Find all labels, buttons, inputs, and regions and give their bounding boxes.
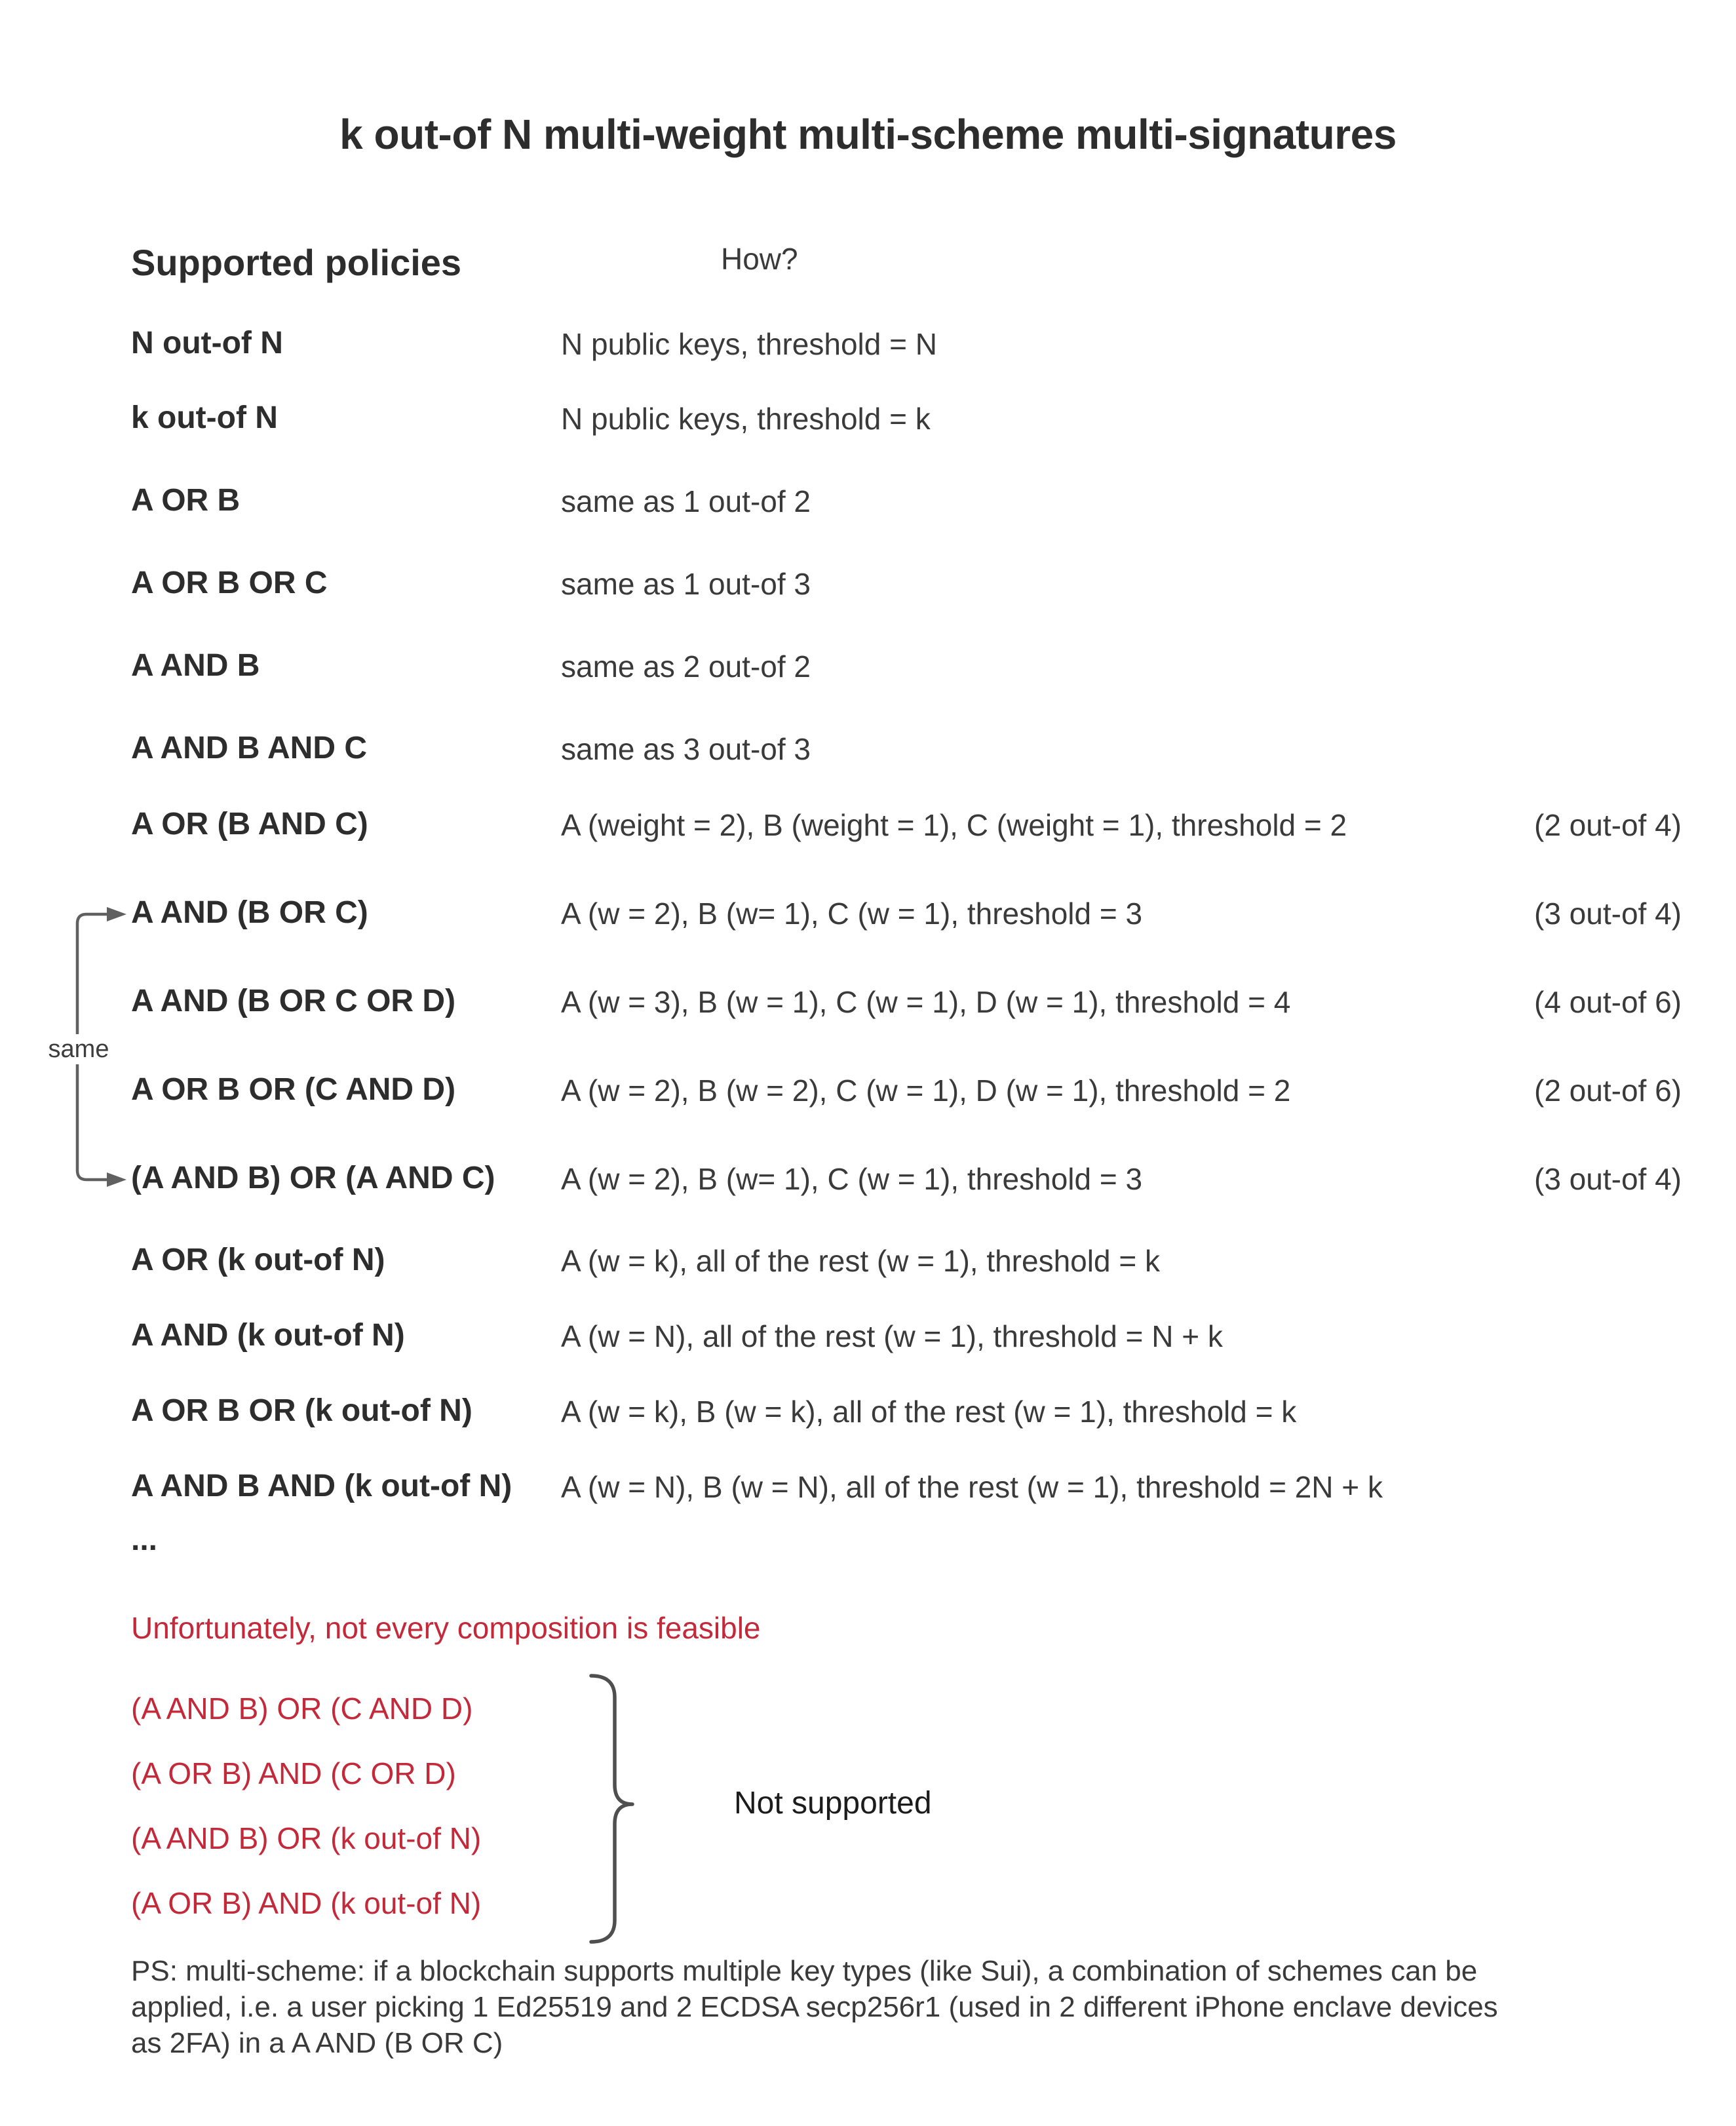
how-text: same as 1 out-of 2 xyxy=(561,484,811,518)
ps-line: as 2FA) in a A AND (B OR C) xyxy=(131,2027,503,2059)
table-row xyxy=(0,1393,1736,1432)
infeasible-heading: Unfortunately, not every composition is feasible xyxy=(131,1611,761,1645)
table-row xyxy=(0,983,1736,1022)
table-row xyxy=(0,1160,1736,1199)
note-text: (2 out-of 6) xyxy=(1534,1073,1682,1108)
policy-label: A AND (B OR C) xyxy=(131,895,368,930)
table-row xyxy=(0,565,1736,604)
note-text: (3 out-of 4) xyxy=(1534,897,1682,931)
policy-label: A OR B OR (k out-of N) xyxy=(131,1393,473,1428)
table-row xyxy=(0,1468,1736,1507)
how-text: A (weight = 2), B (weight = 1), C (weight = 1), threshold = 2 xyxy=(561,808,1347,842)
note-text: (3 out-of 4) xyxy=(1534,1162,1682,1196)
table-row xyxy=(0,806,1736,845)
how-text: A (w = k), all of the rest (w = 1), threshold = k xyxy=(561,1244,1160,1278)
how-text: A (w = N), all of the rest (w = 1), threshold = N + k xyxy=(561,1319,1223,1353)
policy-label: A AND B AND (k out-of N) xyxy=(131,1469,512,1503)
curly-brace-icon xyxy=(577,1665,642,1953)
column-header-how: How? xyxy=(721,242,798,276)
table-row xyxy=(0,730,1736,769)
policy-label: A OR B OR (C AND D) xyxy=(131,1072,456,1107)
note-text: (4 out-of 6) xyxy=(1534,985,1682,1019)
ps-line: applied, i.e. a user picking 1 Ed25519 and 2 ECDSA secp256r1 (used in 2 different iPhone enclave devices xyxy=(131,1991,1498,2023)
infeasible-item: (A OR B) AND (k out-of N) xyxy=(131,1886,482,1920)
table-row xyxy=(0,325,1736,364)
policy-label: N out-of N xyxy=(131,326,283,360)
how-text: A (w = 2), B (w = 2), C (w = 1), D (w = 1), threshold = 2 xyxy=(561,1073,1291,1108)
same-label: same xyxy=(33,1034,125,1064)
ps-note xyxy=(131,1953,1498,2061)
how-text: N public keys, threshold = k xyxy=(561,402,931,436)
not-supported-label: Not supported xyxy=(734,1786,932,1821)
table-row xyxy=(0,647,1736,687)
note-text: (2 out-of 4) xyxy=(1534,808,1682,842)
ps-line: PS: multi-scheme: if a blockchain supports multiple key types (like Sui), a combination of schemes can be xyxy=(131,1955,1478,1987)
policy-label: A OR B xyxy=(131,483,241,518)
policy-label: A OR (k out-of N) xyxy=(131,1243,385,1277)
how-text: A (w = k), B (w = k), all of the rest (w = 1), threshold = k xyxy=(561,1395,1297,1429)
how-text: N public keys, threshold = N xyxy=(561,327,937,361)
policy-label: A OR (B AND C) xyxy=(131,807,368,841)
policy-label: A AND B AND C xyxy=(131,731,367,765)
how-text: same as 1 out-of 3 xyxy=(561,567,811,601)
table-ellipsis: ... xyxy=(131,1522,158,1557)
infeasible-item: (A OR B) AND (C OR D) xyxy=(131,1756,456,1790)
how-text: same as 2 out-of 2 xyxy=(561,649,811,684)
page-title: k out-of N multi-weight multi-scheme multi-signatures xyxy=(339,111,1397,158)
table-row xyxy=(0,1317,1736,1357)
table-row xyxy=(0,482,1736,522)
infeasible-item: (A AND B) OR (C AND D) xyxy=(131,1691,473,1726)
how-text: A (w = 2), B (w= 1), C (w = 1), threshold = 3 xyxy=(561,1162,1143,1196)
infeasible-item: (A AND B) OR (k out-of N) xyxy=(131,1821,482,1855)
table-row xyxy=(0,1072,1736,1111)
policy-label: A AND (k out-of N) xyxy=(131,1318,405,1353)
policy-label: k out-of N xyxy=(131,400,278,435)
how-text: A (w = 2), B (w= 1), C (w = 1), threshold = 3 xyxy=(561,897,1143,931)
table-row xyxy=(0,895,1736,934)
table-row xyxy=(0,1242,1736,1281)
how-text: A (w = 3), B (w = 1), C (w = 1), D (w = 1), threshold = 4 xyxy=(561,985,1291,1019)
policy-label: A AND (B OR C OR D) xyxy=(131,984,456,1018)
policy-label: (A AND B) OR (A AND C) xyxy=(131,1161,495,1195)
table-row xyxy=(0,400,1736,439)
policy-label: A AND B xyxy=(131,648,260,683)
how-text: same as 3 out-of 3 xyxy=(561,732,811,766)
column-header-policies: Supported policies xyxy=(131,242,462,283)
policy-label: A OR B OR C xyxy=(131,566,328,600)
how-text: A (w = N), B (w = N), all of the rest (w = 1), threshold = 2N + k xyxy=(561,1470,1383,1504)
